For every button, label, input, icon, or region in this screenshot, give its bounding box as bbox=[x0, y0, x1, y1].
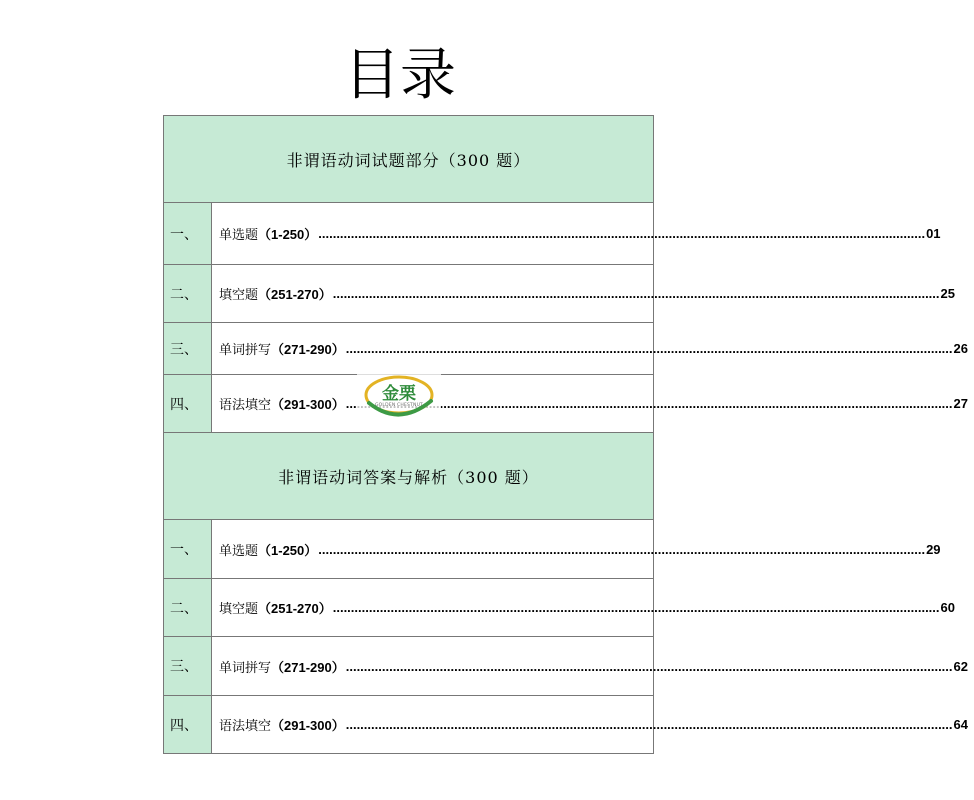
toc-row-number: 二、 bbox=[164, 265, 212, 322]
toc-row-number: 四、 bbox=[164, 696, 212, 753]
toc-row[interactable] bbox=[164, 520, 941, 579]
toc-row[interactable] bbox=[164, 637, 968, 696]
toc-row-number: 二、 bbox=[164, 579, 212, 636]
toc-entry[interactable] bbox=[212, 265, 961, 322]
toc-row[interactable] bbox=[164, 579, 955, 637]
toc-entry-name: 语法填空 bbox=[219, 719, 272, 734]
toc-entry-name: 单词拼写 bbox=[219, 660, 272, 676]
toc-entry-range: （271-290） bbox=[271, 342, 345, 357]
toc-row[interactable] bbox=[164, 696, 968, 753]
toc-entry-page: 62 bbox=[953, 658, 968, 674]
section-header-answers: 非谓语动词答案与解析（300 题） bbox=[164, 433, 653, 520]
toc-row-number: 三、 bbox=[164, 323, 212, 374]
toc-entry-name: 填空题 bbox=[219, 602, 259, 617]
toc-entry-range: （1-250） bbox=[258, 227, 318, 242]
toc-entry-name: 单选题 bbox=[219, 543, 259, 559]
watermark-logo bbox=[357, 367, 441, 431]
toc-row-number: 四、 bbox=[164, 375, 212, 432]
dot-leader bbox=[318, 542, 925, 557]
toc-entry-page: 25 bbox=[940, 286, 955, 301]
toc-entry-page: 60 bbox=[940, 600, 955, 615]
toc-entry-name: 单选题 bbox=[219, 228, 259, 243]
toc-entry-page: 01 bbox=[926, 226, 941, 241]
toc-entry[interactable] bbox=[212, 637, 974, 695]
dot-leader bbox=[333, 600, 940, 615]
toc-entry-range: （291-300） bbox=[271, 718, 345, 733]
toc-entry[interactable] bbox=[212, 375, 974, 432]
page-title: 目录 bbox=[344, 43, 456, 108]
toc-entry-page: 64 bbox=[953, 717, 968, 732]
watermark-text: 金栗 bbox=[382, 384, 416, 404]
toc-entry[interactable] bbox=[212, 520, 947, 578]
toc-entry-range: （251-270） bbox=[258, 287, 332, 302]
toc-row[interactable] bbox=[164, 203, 941, 265]
dot-leader bbox=[333, 286, 940, 301]
dot-leader bbox=[318, 226, 925, 241]
toc-entry-page: 27 bbox=[953, 396, 968, 411]
toc-row-number: 一、 bbox=[164, 520, 212, 578]
dot-leader bbox=[346, 341, 953, 356]
toc-row[interactable] bbox=[164, 265, 955, 323]
toc-row-number: 一、 bbox=[164, 203, 212, 264]
dot-leader bbox=[346, 659, 953, 674]
toc-entry-name: 语法填空 bbox=[219, 398, 272, 413]
toc-entry-range: （1-250） bbox=[258, 542, 318, 558]
toc-entry[interactable] bbox=[212, 579, 961, 636]
toc-entry[interactable] bbox=[212, 323, 974, 374]
toc-entry[interactable] bbox=[212, 203, 947, 264]
toc-entry-name: 单词拼写 bbox=[219, 343, 272, 358]
table-of-contents bbox=[163, 115, 968, 754]
toc-entry-range: （271-290） bbox=[271, 659, 345, 675]
watermark-subtext: GOLDEN CHESTNUT bbox=[374, 403, 424, 408]
toc-entry-page: 26 bbox=[953, 341, 968, 356]
section-header-questions: 非谓语动词试题部分（300 题） bbox=[164, 116, 653, 203]
toc-entry-range: （291-300） bbox=[271, 397, 345, 412]
toc-entry-name: 填空题 bbox=[219, 288, 259, 303]
dot-leader bbox=[346, 717, 953, 732]
toc-entry-range: （251-270） bbox=[258, 601, 332, 616]
toc-row-number: 三、 bbox=[164, 637, 212, 695]
toc-entry[interactable] bbox=[212, 696, 974, 753]
toc-entry-page: 29 bbox=[926, 541, 941, 557]
